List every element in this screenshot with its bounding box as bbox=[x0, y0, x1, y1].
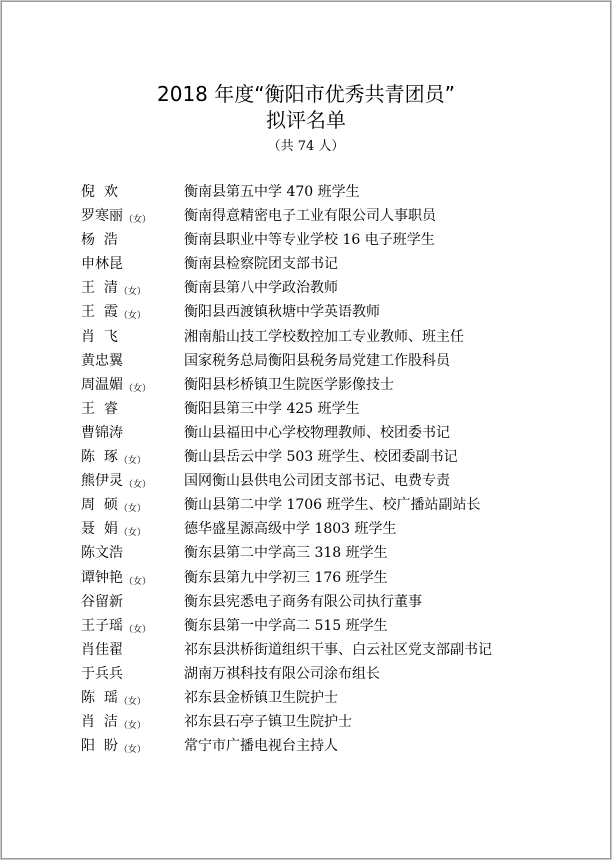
nominee-description: 国家税务总局衡阳县税务局党建工作股科员 bbox=[184, 352, 450, 369]
nominee-name-text: 谭钟艳 bbox=[81, 569, 123, 586]
nominee-name-text: 陈文浩 bbox=[81, 545, 123, 562]
gender-mark: （女） bbox=[118, 287, 146, 298]
nominee-description: 衡阳县第三中学 425 班学生 bbox=[184, 400, 360, 417]
nominee-name-text: 倪 欢 bbox=[81, 184, 118, 200]
gender-mark: （女） bbox=[118, 504, 146, 515]
nominee-name-text: 陈 瑶 bbox=[81, 689, 118, 706]
list-item bbox=[2, 662, 610, 686]
gender-mark: （女） bbox=[124, 576, 152, 587]
list-item bbox=[2, 228, 610, 252]
list-item bbox=[2, 252, 610, 276]
nominee-description: 国网衡山县供电公司团支部书记、电费专责 bbox=[184, 473, 450, 490]
nominee-name bbox=[81, 662, 123, 686]
document-subtitle: 拟评名单 bbox=[266, 108, 346, 132]
nominee-name-text: 熊伊灵 bbox=[81, 473, 123, 490]
nominee-name-text: 肖佳翟 bbox=[81, 641, 123, 658]
nominee-description: 衡阳县杉桥镇卫生院医学影像技士 bbox=[184, 376, 394, 393]
nominee-description: 湘南船山技工学校数控加工专业教师、班主任 bbox=[184, 328, 464, 345]
nominee-name-text: 于兵兵 bbox=[81, 665, 123, 682]
list-item bbox=[2, 300, 610, 324]
nominee-description: 湖南万祺科技有限公司涂布组长 bbox=[184, 665, 380, 682]
list-item bbox=[2, 734, 610, 758]
gender-mark: （女） bbox=[118, 456, 146, 467]
count-note: （共 74 人） bbox=[267, 139, 345, 154]
nominee-name bbox=[81, 349, 123, 373]
nominee-name-text: 陈 琢 bbox=[81, 449, 118, 466]
list-item bbox=[2, 614, 610, 638]
nominee-name-text: 周 硕 bbox=[81, 497, 118, 514]
nominee-name-text: 周温媚 bbox=[81, 376, 123, 393]
gender-mark: （女） bbox=[124, 480, 152, 491]
list-item bbox=[2, 397, 610, 421]
list-item bbox=[2, 276, 610, 300]
list-item bbox=[2, 349, 610, 373]
nominee-name-text: 聂 娟 bbox=[81, 521, 118, 538]
gender-mark: （女） bbox=[118, 528, 146, 539]
nominee-description: 衡南县职业中等专业学校 16 电子班学生 bbox=[184, 232, 435, 249]
nominee-description: 衡东县宪悉电子商务有限公司执行董事 bbox=[184, 593, 422, 610]
nominee-description: 德华盛星源高级中学 1803 班学生 bbox=[184, 521, 397, 538]
nominee-description: 祁东县石亭子镇卫生院护士 bbox=[184, 714, 352, 731]
nominee-description: 衡山县福田中心学校物理教师、校团委书记 bbox=[184, 424, 450, 441]
list-item bbox=[2, 180, 610, 204]
list-item bbox=[2, 541, 610, 565]
gender-mark: （女） bbox=[118, 311, 146, 322]
nominee-description: 衡南县第八中学政治教师 bbox=[184, 280, 338, 297]
gender-mark: （女） bbox=[118, 696, 146, 707]
nominee-name-text: 阳 盼 bbox=[81, 738, 118, 755]
list-item bbox=[2, 686, 610, 710]
list-item bbox=[2, 373, 610, 397]
document-page bbox=[1, 1, 611, 859]
nominee-name-text: 肖 洁 bbox=[81, 714, 118, 731]
nominee-name bbox=[81, 590, 123, 614]
nominee-name-text: 罗寒丽 bbox=[81, 208, 123, 225]
list-item bbox=[2, 469, 610, 493]
nominee-description: 衡南县检察院团支部书记 bbox=[184, 256, 338, 273]
nominee-name bbox=[81, 228, 118, 252]
gender-mark: （女） bbox=[124, 624, 152, 635]
nominee-description: 衡东县第一中学高二 515 班学生 bbox=[184, 617, 388, 634]
nominee-name-text: 杨 浩 bbox=[81, 232, 118, 249]
nominee-description: 衡东县第二中学高三 318 班学生 bbox=[184, 545, 388, 562]
nominee-description: 衡东县第九中学初三 176 班学生 bbox=[184, 569, 388, 586]
list-item bbox=[2, 445, 610, 469]
nominee-description: 祁东县洪桥街道组织干事、白云社区党支部副书记 bbox=[184, 641, 492, 658]
nominee-name bbox=[81, 734, 146, 762]
nominee-name-text: 黄忠翼 bbox=[81, 352, 123, 369]
list-item bbox=[2, 517, 610, 541]
document-title: 2018 年度“衡阳市优秀共青团员” bbox=[157, 82, 455, 106]
nominee-description: 衡南县第五中学 470 班学生 bbox=[184, 184, 360, 200]
nominee-name-text: 谷留新 bbox=[81, 593, 123, 610]
list-item bbox=[2, 325, 610, 349]
list-item bbox=[2, 421, 610, 445]
nominee-name-text: 王子瑶 bbox=[81, 617, 123, 634]
nominee-description: 衡山县第二中学 1706 班学生、校广播站副站长 bbox=[184, 497, 481, 514]
nominee-name bbox=[81, 397, 118, 421]
list-item bbox=[2, 493, 610, 517]
nominee-description: 衡南得意精密电子工业有限公司人事职员 bbox=[184, 208, 436, 225]
list-item bbox=[2, 204, 610, 228]
nominee-name bbox=[81, 421, 123, 445]
list-item bbox=[2, 566, 610, 590]
nominee-name-text: 王 睿 bbox=[81, 400, 118, 417]
nominee-name bbox=[81, 325, 118, 349]
nominee-name-text: 申林昆 bbox=[81, 256, 123, 273]
list-item bbox=[2, 638, 610, 662]
nominee-name-text: 王 霞 bbox=[81, 304, 118, 321]
nominee-description: 常宁市广播电视台主持人 bbox=[184, 738, 338, 755]
list-item bbox=[2, 590, 610, 614]
gender-mark: （女） bbox=[118, 721, 146, 732]
gender-mark: （女） bbox=[124, 383, 152, 394]
nominee-name bbox=[81, 180, 118, 204]
nominee-name-text: 曹锦涛 bbox=[81, 424, 123, 441]
nominee-name bbox=[81, 638, 123, 662]
list-item bbox=[2, 710, 610, 734]
nominee-description: 祁东县金桥镇卫生院护士 bbox=[184, 689, 338, 706]
nominee-name-text: 肖 飞 bbox=[81, 328, 118, 345]
nominee-description: 衡阳县西渡镇秋塘中学英语教师 bbox=[184, 304, 380, 321]
gender-mark: （女） bbox=[118, 745, 146, 756]
gender-mark: （女） bbox=[124, 215, 152, 226]
nominee-name bbox=[81, 252, 123, 276]
nominee-name-text: 王 清 bbox=[81, 280, 118, 297]
nominee-description: 衡山县岳云中学 503 班学生、校团委副书记 bbox=[184, 449, 458, 466]
nominee-name bbox=[81, 541, 123, 565]
nominee-list bbox=[2, 180, 610, 758]
